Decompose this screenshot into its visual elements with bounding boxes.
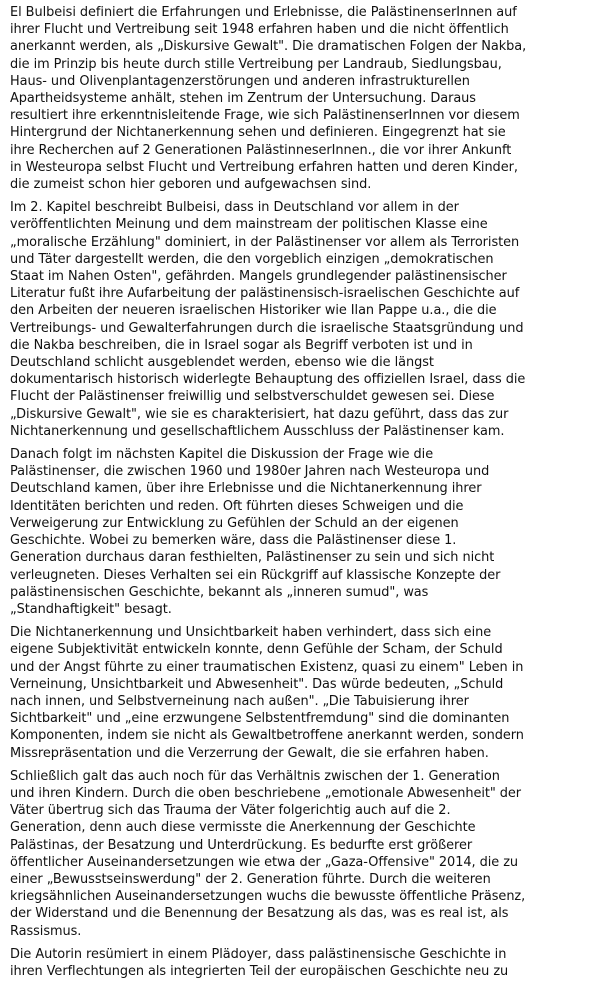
paragraph-intro: El Bulbeisi definiert die Erfahrungen und Erlebnisse, die PalästinenserInnen auf ihrer Flucht und Vertreibung seit 1948 erfahren haben und die nicht öffentlich anerkannt werden, als „Diskursive Gewalt". Die dramatischen Folgen der Nakba, die im Prinzip bis heute durch stille Vertreibung per Landraub, Siedlungsbau, Haus- und Olivenplantagenzerstörungen und anderen infrastrukturellen Apartheidsysteme anhält, stehen im Zentrum der Untersuchung. Daraus resultiert ihre erkenntnisleitende Frage, wie sich PalästinenserInnen vor diesem Hintergrund der Nichtanerkennung sehen und definieren. Eingegrenzt hat sie ihre Recherchen auf 2 Generationen PalästinneserInnen., die vor ihrer Ankunft in Westeuropa selbst Flucht und Vertreibung erfahren hatten und deren Kinder, die zumeist schon hier geboren und aufgewachsen sind. xyxy=(10,5,527,193)
paragraph-chapter-2: Im 2. Kapitel beschreibt Bulbeisi, dass in Deutschland vor allem in der veröffentlichten Meinung und dem mainstream der politischen Klasse eine „moralische Erzählung" dominiert, in der Palästinenser vor allem als Terroristen und Täter dargestellt werden, die den vorgeblich einzigen „demokratischen Staat im Nahen Osten", gefährden. Mangels grundlegender palästinensischer Literatur fußt ihre Aufarbeitung der palästinensisch-israelischen Geschichte auf den Arbeiten der neueren israelischen Historiker wie Ilan Pappe u.a., die die Vertreibungs- und Gewalterfahrungen durch die israelische Staatsgründung und die Nakba beschreiben, die in Israel sogar als Begriff verboten ist und in Deutschland schlicht ausgeblendet werden, ebenso wie die längst dokumentarisch historisch widerlegte Behauptung des offiziellen Israel, dass die Flucht der Palästinenser freiwillig und selbstverschuldet gewesen sei. Diese „Diskursive Gewalt", wie sie es charakterisiert, hat dazu geführt, dass das zur Nichtanerkennung und gesellschaftlichem Ausschluss der Palästinenser kam. xyxy=(10,200,526,439)
paragraph-second-generation: Schließlich galt das auch noch für das Verhältnis zwischen der 1. Generation und ihren Kindern. Durch die oben beschriebene „emotionale Abwesenheit" der Väter übertrug sich das Trauma der Väter folgerichtig auch auf die 2. Generation, denn auch diese vermisste die Anerkennung der Geschichte Palästinas, der Besatzung und Unterdrückung. Es bedurfte erst größerer öffentlicher Auseinandersetzungen wie etwa der „Gaza-Offensive" 2014, die zu einer „Bewusstseinswerdung" der 2. Generation führte. Durch die weiteren kriegsähnlichen Auseinandersetzungen wuchs die bewusste öffentliche Präsenz, der Widerstand und die Benennung der Besatzung als das, was es real ist, als Rassismus. xyxy=(10,768,526,939)
paragraph-next-chapter: Danach folgt im nächsten Kapitel die Diskussion der Frage wie die Palästinenser, die zwischen 1960 und 1980er Jahren nach Westeuropa und Deutschland kamen, über ihre Erlebnisse und die Nichtanerkennung ihrer Identitäten berichten und reden. Oft führten dieses Schweigen und die Verweigerung zur Entwicklung zu Gefühlen der Schuld an der eigenen Geschichte. Wobei zu bemerken wäre, dass die Palästinenser diese 1. Generation durchaus daran festhielten, Palästinenser zu sein und sich nicht verleugneten. Dieses Verhalten sei ein Rückgriff auf klassische Konzepte der palästinensischen Geschichte, bekannt als „inneren sumud", was „Standhaftigkeit" besagt. xyxy=(10,447,501,617)
paragraph-conclusion: Die Autorin resümiert in einem Plädoyer, dass palästinensische Geschichte in ihren Verflechtungen als integrierten Teil der europäischen Geschichte neu zu xyxy=(10,946,509,979)
paragraph-non-recognition: Die Nichtanerkennung und Unsichtbarkeit haben verhindert, dass sich eine eigene Subjektivität entwickeln konnte, denn Gefühle der Scham, der Schuld und der Angst führte zu einer traumatischen Existenz, quasi zu einem" Leben in Verneinung, Unsichtbarkeit und Abwesenheit". Das würde bedeuten, „Schuld nach innen, und Selbstverneinung nach außen". „Die Tabuisierung ihrer Sichtbarkeit" und „eine erzwungene Selbstentfremdung" sind die dominanten Komponenten, indem sie nicht als Gewaltbetroffene anerkannt werden, sondern Missrepräsentation und die Verzerrung der Gewalt, die sie erfahren haben. xyxy=(10,625,524,761)
